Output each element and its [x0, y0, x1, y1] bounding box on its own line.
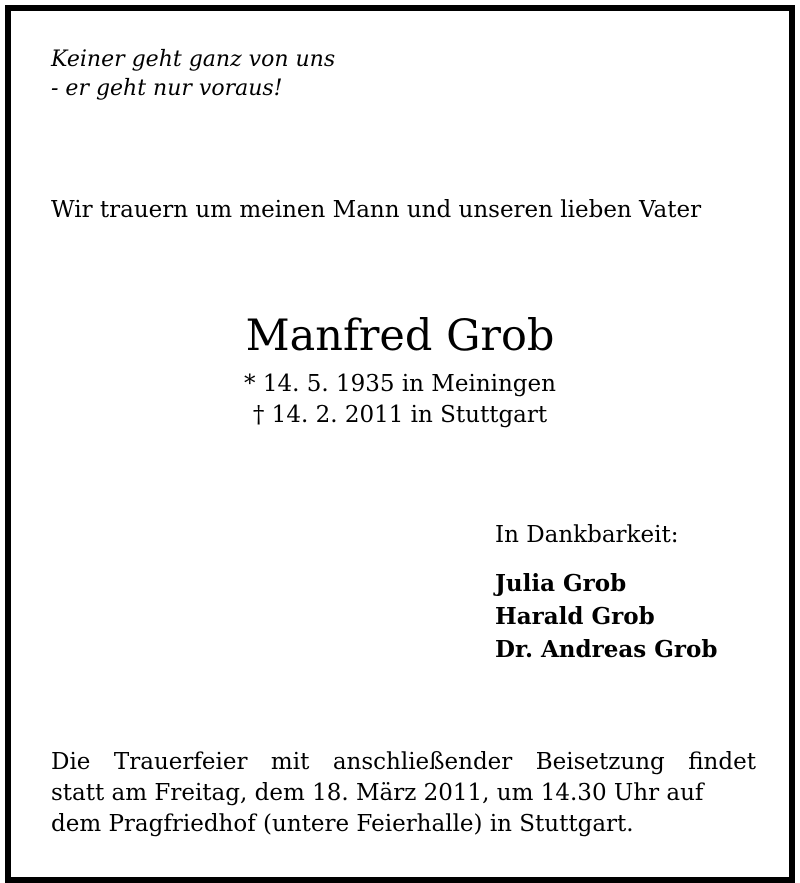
birth-date: * 14. 5. 1935 in Meiningen	[244, 371, 556, 397]
funeral-line-1	[51, 747, 756, 778]
family-member: Harald Grob	[495, 603, 655, 630]
intro-text: Wir trauern um meinen Mann und unseren lieben Vater	[51, 197, 702, 223]
funeral-line-3: dem Pragfriedhof (untere Feierhalle) in Stuttgart.	[51, 811, 634, 837]
gratitude-label: In Dankbarkeit:	[495, 522, 679, 548]
motto	[51, 45, 335, 103]
funeral-word: Die	[51, 749, 91, 775]
life-dates	[11, 369, 789, 431]
family-member: Julia Grob	[495, 570, 627, 597]
funeral-line-2: statt am Freitag, dem 18. März 2011, um 14.30 Uhr auf	[51, 780, 704, 806]
family-member: Dr. Andreas Grob	[495, 636, 718, 663]
obituary-notice	[5, 5, 795, 883]
funeral-word: anschließender	[332, 749, 513, 775]
family-list	[495, 567, 717, 666]
motto-line-1: Keiner geht ganz von uns	[51, 47, 336, 72]
funeral-word: findet	[688, 749, 756, 775]
motto-line-2: - er geht nur voraus!	[51, 76, 283, 101]
funeral-details	[51, 747, 756, 840]
deceased-name: Manfred Grob	[245, 311, 555, 361]
death-date: † 14. 2. 2011 in Stuttgart	[252, 402, 548, 428]
funeral-word: mit	[270, 749, 310, 775]
funeral-word: Beisetzung	[535, 749, 665, 775]
funeral-word: Trauerfeier	[113, 749, 248, 775]
